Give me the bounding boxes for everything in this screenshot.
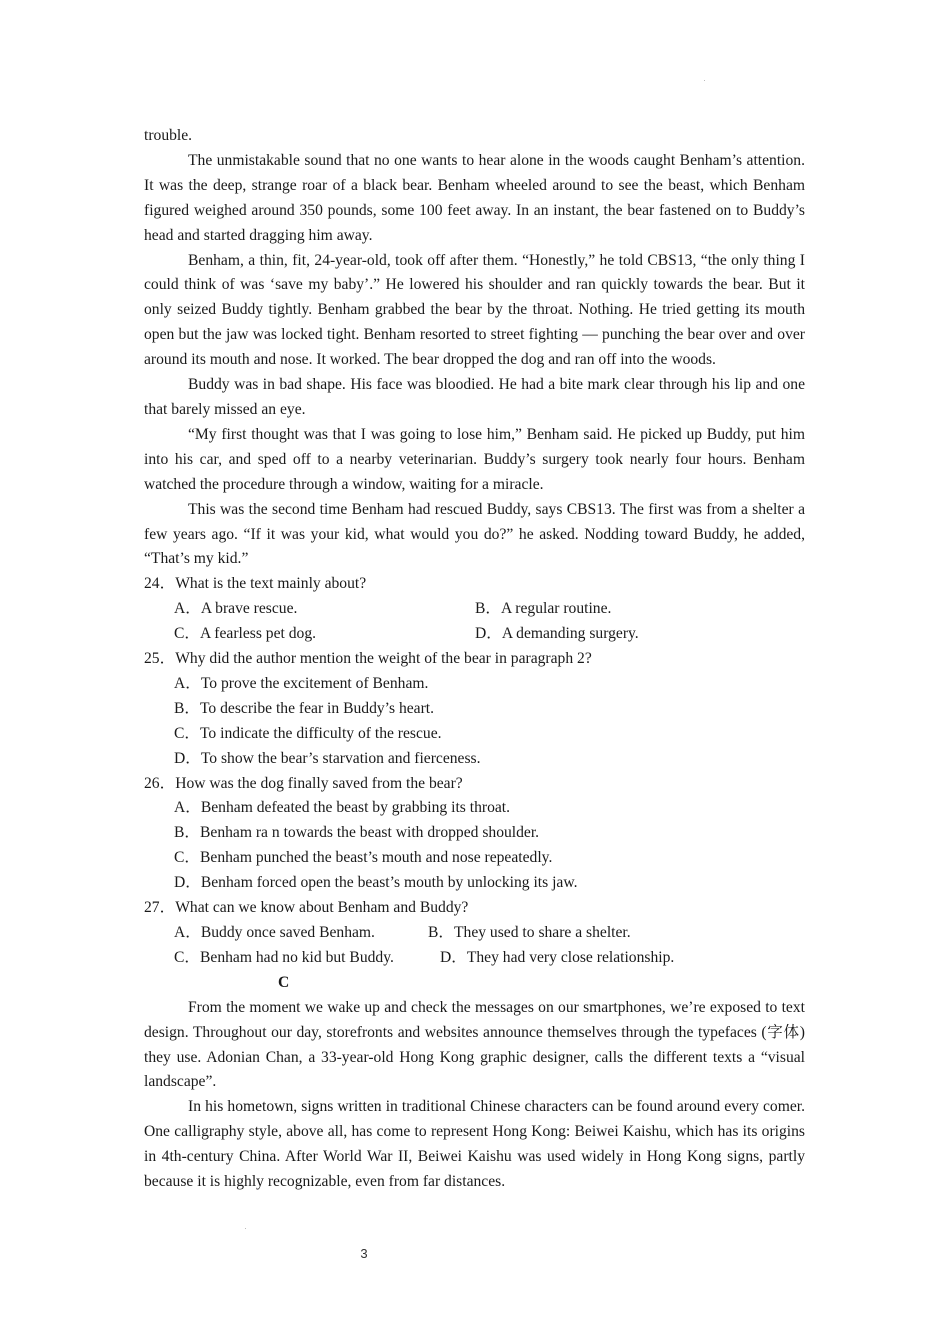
option-c: C．Benham had no kid but Buddy. <box>174 948 394 966</box>
page-number: 3 <box>360 1246 368 1261</box>
paragraph-continuation: trouble. <box>144 127 193 144</box>
option-d: D．They had very close relationship. <box>440 948 675 966</box>
section-heading: C <box>278 973 290 991</box>
option-d: D．To show the bear’s starvation and fierceness. <box>174 749 481 767</box>
document-page <box>144 124 805 1195</box>
option-row <box>174 622 805 647</box>
option-b: B．They used to share a shelter. <box>428 924 631 941</box>
paragraph: “My first thought was that I was going to lose him,” Benham said. He picked up Buddy, put him into his car, and sped off to a nearby veterinarian. Buddy’s surgery took nearly four hours. Benham watched the procedure through a window, waiting for a miracle. <box>144 425 805 493</box>
question-24: 24．What is the text mainly about? <box>144 575 367 593</box>
paragraph: Benham, a thin, fit, 24-year-old, took off after them. “Honestly,” he told CBS13, “the only thing I could think of was ‘save my baby’.” He lowered his shoulder and ran quickly towards the bear. But it only seized Buddy tightly. Benham grabbed the bear by the throat. Nothing. He tried getting its mouth open but the jaw was locked tight. Benham resorted to street fighting — punching the bear over and over around its mouth and nose. It worked. The bear dropped the dog and ran off into the woods. <box>144 251 805 369</box>
option-d: D．A demanding surgery. <box>475 625 639 643</box>
option-b: B．To describe the fear in Buddy’s heart. <box>174 699 435 717</box>
option-c: C．Benham punched the beast’s mouth and nose repeatedly. <box>174 849 553 867</box>
paragraph: Buddy was in bad shape. His face was bloodied. He had a bite mark clear through his lip and one that barely missed an eye. <box>144 376 805 418</box>
option-c: C．To indicate the difficulty of the rescue. <box>174 724 442 742</box>
option-b: B．A regular routine. <box>475 600 612 618</box>
question-25: 25．Why did the author mention the weight of the bear in paragraph 2? <box>144 650 592 668</box>
option-row <box>174 597 805 622</box>
paragraph: From the moment we wake up and check the messages on our smartphones, we’re exposed to text design. Throughout our day, storefronts and websites announce themselves through the typefaces (字体) they use. Adonian Chan, a 33-year-old Hong Kong graphic designer, calls the different texts a “visual landscape”. <box>144 998 805 1091</box>
option-a: A．Buddy once saved Benham. <box>174 924 375 941</box>
paragraph: The unmistakable sound that no one wants to hear alone in the woods caught Benham’s attention. It was the deep, strange roar of a black bear. Benham wheeled around to see the beast, which Benham figured weighed around 350 pounds, some 100 feet away. In an instant, the bear fastened on to Buddy’s head and started dragging him away. <box>144 151 805 244</box>
paragraph: This was the second time Benham had rescued Buddy, says CBS13. The first was from a shelter a few years ago. “If it was your kid, what would you do?” he asked. Nodding toward Buddy, he added, “That’s my kid.” <box>144 500 805 568</box>
question-27: 27．What can we know about Benham and Buddy? <box>144 899 469 917</box>
question-26: 26．How was the dog finally saved from the bear? <box>144 774 463 792</box>
option-row <box>174 946 805 971</box>
option-a: A．A brave rescue. <box>174 600 298 618</box>
scan-speck <box>245 1228 246 1229</box>
scan-speck <box>704 80 705 81</box>
option-a: A．Benham defeated the beast by grabbing its throat. <box>174 799 511 817</box>
option-row <box>174 921 805 946</box>
option-a: A．To prove the excitement of Benham. <box>174 674 429 692</box>
option-d: D．Benham forced open the beast’s mouth by unlocking its jaw. <box>174 874 578 892</box>
option-c: C．A fearless pet dog. <box>174 625 317 643</box>
paragraph: In his hometown, signs written in traditional Chinese characters can be found around every comer. One calligraphy style, above all, has come to represent Hong Kong: Beiwei Kaishu, which has its origins in 4th-century China. After World War II, Beiwei Kaishu was used widely in Hong Kong signs, partly because it is highly recognizable, even from far distances. <box>144 1098 805 1191</box>
option-b: B．Benham ra n towards the beast with dropped shoulder. <box>174 824 540 842</box>
